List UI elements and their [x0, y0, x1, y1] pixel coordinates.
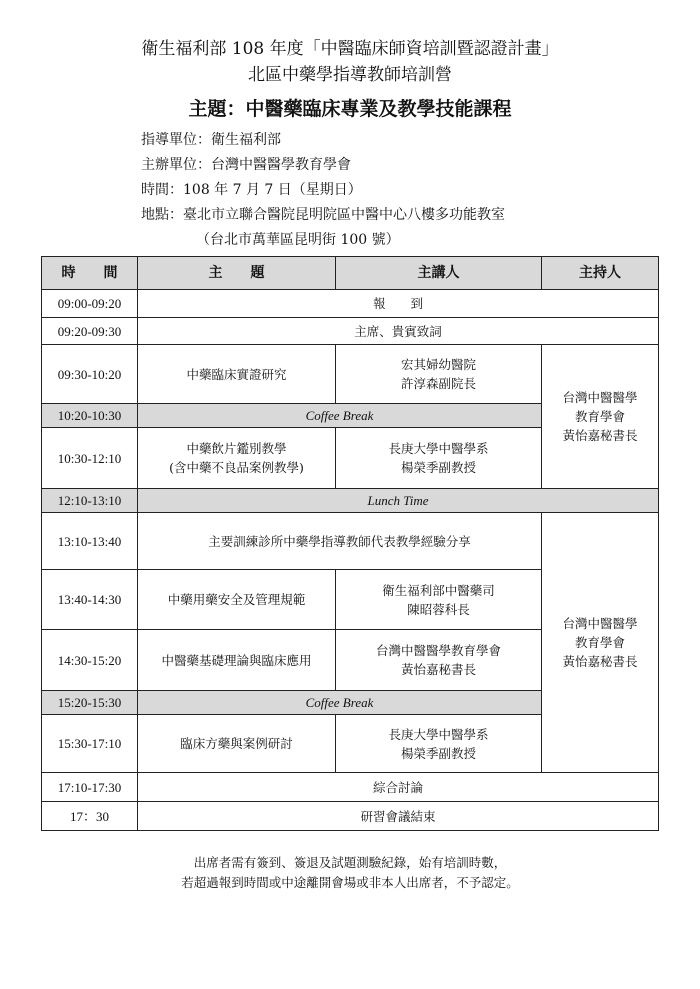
speaker-name: 楊榮季副教授 [400, 745, 476, 761]
session-cell: 報 到 [138, 290, 659, 318]
info-address: （台北市萬華區昆明街 100 號） [196, 232, 400, 248]
info-organizer: 主辦單位：台灣中醫醫學教育學會 [141, 157, 351, 173]
host-cell-morning [542, 345, 659, 489]
speaker-affiliation: 長庚大學中醫學系 [388, 726, 489, 742]
info-venue: 地點：臺北市立聯合醫院昆明院區中醫中心八樓多功能教室 [141, 207, 505, 223]
time-cell: 15:30-17:10 [42, 715, 138, 773]
table-row [42, 489, 659, 513]
document-title-line1: 衛生福利部 108 年度「中醫臨床師資培訓暨認證計畫」 [141, 39, 559, 59]
time-cell: 13:10-13:40 [42, 513, 138, 570]
session-cell: 研習會議結束 [138, 802, 659, 831]
time-cell: 15:20-15:30 [42, 691, 138, 715]
attendance-note [0, 853, 700, 893]
table-row [42, 513, 659, 570]
topic-cell [138, 428, 336, 489]
speaker-affiliation: 台灣中醫醫學教育學會 [375, 643, 501, 658]
info-supervisor: 指導單位：衛生福利部 [141, 132, 281, 148]
header-host: 主持人 [542, 257, 659, 290]
topic-subline: (含中藥不良品案例教學) [169, 460, 304, 475]
speaker-affiliation: 長庚大學中醫學系 [388, 441, 489, 456]
host-name: 黃怡嘉秘書長 [562, 654, 638, 669]
schedule-table [41, 256, 659, 831]
speaker-affiliation: 宏其婦幼醫院 [400, 357, 476, 372]
time-cell: 13:40-14:30 [42, 570, 138, 630]
speaker-name: 楊榮季副教授 [400, 460, 476, 475]
topic-line: 中藥飲片鑑別教學 [186, 441, 287, 456]
time-cell: 10:20-10:30 [42, 404, 138, 428]
topic-cell: 中藥用藥安全及管理規範 [138, 570, 336, 630]
time-cell: 14:30-15:20 [42, 630, 138, 691]
speaker-name: 陳昭蓉科長 [407, 601, 470, 617]
info-date: 時間：108 年 7 月 7 日（星期日） [141, 182, 362, 198]
topic-cell: 中醫藥基礎理論與臨床應用 [138, 630, 336, 691]
speaker-cell [336, 345, 542, 404]
host-org-line2: 教育學會 [574, 409, 625, 424]
table-row [42, 290, 659, 318]
time-cell: 09:20-09:30 [42, 318, 138, 345]
document-title-line2: 北區中藥學指導教師培訓營 [248, 65, 452, 85]
speaker-cell [336, 570, 542, 630]
speaker-cell [336, 630, 542, 691]
session-cell: 綜合討論 [138, 773, 659, 802]
time-cell: 17:10-17:30 [42, 773, 138, 802]
time-cell: 09:00-09:20 [42, 290, 138, 318]
header-speaker: 主講人 [336, 257, 542, 290]
attendance-note-line2: 若超過報到時間或中途離開會場或非本人出席者，不予認定。 [181, 875, 519, 890]
host-org-line1: 台灣中醫醫學 [562, 390, 638, 405]
session-cell: 主要訓練診所中藥學指導教師代表教學經驗分享 [138, 513, 542, 570]
table-row [42, 773, 659, 802]
break-cell: Lunch Time [138, 489, 659, 513]
topic-cell: 中藥臨床實證研究 [138, 345, 336, 404]
table-row [42, 345, 659, 404]
time-cell: 17：30 [42, 802, 138, 831]
time-cell: 12:10-13:10 [42, 489, 138, 513]
document-theme: 主題：中醫藥臨床專業及教學技能課程 [188, 98, 512, 120]
speaker-affiliation: 衛生福利部中醫藥司 [382, 582, 495, 598]
speaker-name: 許淳森副院長 [400, 376, 476, 391]
host-cell-afternoon [542, 513, 659, 773]
break-cell: Coffee Break [138, 691, 542, 715]
attendance-note-line1: 出席者需有簽到、簽退及試題測驗紀錄，始有培訓時數， [193, 855, 507, 870]
topic-cell: 臨床方藥與案例研討 [138, 715, 336, 773]
host-name: 黃怡嘉秘書長 [562, 428, 638, 443]
header-time: 時 間 [42, 257, 138, 290]
table-row [42, 318, 659, 345]
session-cell: 主席、貴賓致詞 [138, 318, 659, 345]
break-cell: Coffee Break [138, 404, 542, 428]
host-org-line1: 台灣中醫醫學 [562, 616, 638, 631]
time-cell: 10:30-12:10 [42, 428, 138, 489]
speaker-cell [336, 428, 542, 489]
speaker-name: 黃怡嘉秘書長 [400, 662, 476, 677]
host-org-line2: 教育學會 [574, 635, 625, 650]
speaker-cell [336, 715, 542, 773]
time-cell: 09:30-10:20 [42, 345, 138, 404]
header-topic: 主 題 [138, 257, 336, 290]
table-header-row [42, 257, 659, 290]
table-row [42, 802, 659, 831]
